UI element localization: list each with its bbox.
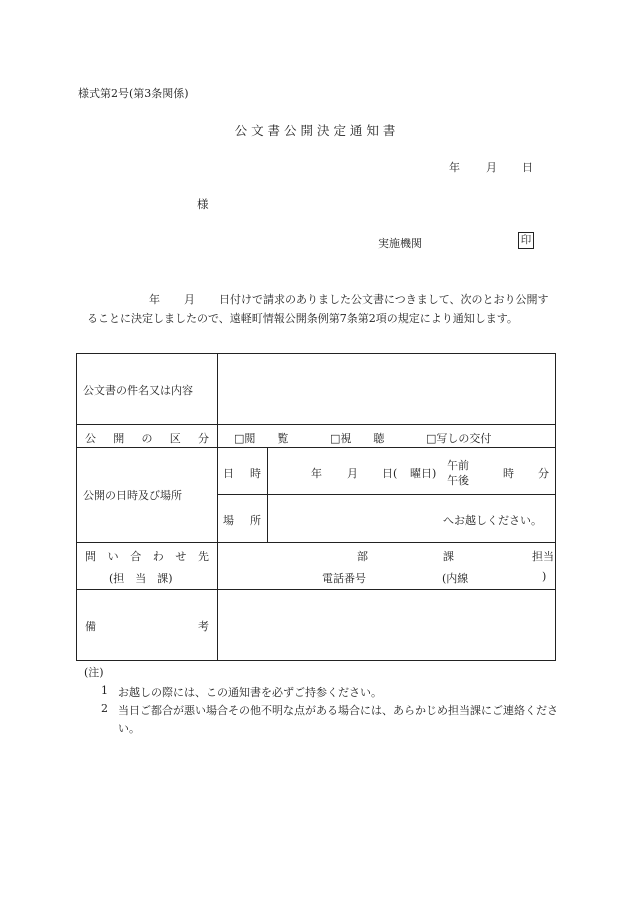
place-text: へお越しください。 bbox=[443, 514, 542, 527]
contact-label: 問 い 合 わ せ 先 bbox=[85, 550, 209, 563]
dt-month: 月 bbox=[347, 467, 358, 480]
date-day: 日 bbox=[522, 161, 533, 174]
agency-label: 実施機関 bbox=[378, 237, 422, 250]
body-paragraph bbox=[87, 290, 557, 328]
option-copy-checkbox[interactable]: □写しの交付 bbox=[426, 432, 492, 445]
decision-table bbox=[76, 353, 556, 661]
dt-am: 午前 bbox=[447, 459, 469, 472]
datetime-label: 日 時 bbox=[223, 467, 261, 480]
dt-day: 日( bbox=[382, 467, 398, 480]
phone-label: 電話番号 bbox=[322, 572, 366, 585]
dt-pm: 午後 bbox=[447, 474, 469, 487]
seal-mark: 印 bbox=[518, 232, 534, 249]
contact-person: 担当 bbox=[532, 550, 554, 563]
option-viewing-checkbox[interactable]: □視 聴 bbox=[330, 432, 385, 445]
dt-year: 年 bbox=[311, 467, 322, 480]
notes-heading: (注) bbox=[84, 666, 104, 679]
document-title: 公 文 書 公 開 決 定 通 知 書 bbox=[234, 123, 396, 138]
remarks-label: 備 考 bbox=[85, 620, 209, 633]
extension-open: (内線 bbox=[442, 572, 469, 585]
datetime-place-label: 公開の日時及び場所 bbox=[83, 489, 182, 502]
addressee-suffix: 様 bbox=[197, 197, 209, 211]
dt-hour: 時 bbox=[503, 467, 514, 480]
dt-minute: 分 bbox=[538, 467, 549, 480]
body-month: 月 bbox=[184, 293, 195, 306]
contact-section: 課 bbox=[443, 550, 454, 563]
option-inspection-checkbox[interactable]: □閲 覧 bbox=[234, 432, 289, 445]
contact-sublabel: (担 当 課) bbox=[109, 572, 173, 585]
date-year: 年 bbox=[449, 161, 460, 174]
date-month: 月 bbox=[486, 161, 497, 174]
note-1-number: 1 bbox=[101, 684, 108, 697]
extension-close: ) bbox=[542, 570, 547, 583]
body-text: 日付けで請求のありました公文書につきまして、次のとおり公開することに決定しましたので、遠軽町情報公開条例第7条第2項の規定により通知します。 bbox=[87, 293, 549, 325]
note-1-text: お越しの際には、この通知書を必ずご持参ください。 bbox=[118, 686, 382, 699]
category-label: 公 開 の 区 分 bbox=[85, 432, 209, 445]
dt-weekday: 曜日) bbox=[410, 467, 437, 480]
note-2-text: 当日ご都合が悪い場合その他不明な点がある場合には、あらかじめ担当課にご連絡ください。 bbox=[118, 704, 558, 735]
body-year: 年 bbox=[149, 293, 160, 306]
subject-label: 公文書の件名又は内容 bbox=[83, 384, 193, 397]
form-number: 様式第2号(第3条関係) bbox=[78, 87, 189, 100]
contact-dept: 部 bbox=[357, 550, 368, 563]
place-label: 場 所 bbox=[223, 514, 261, 527]
note-2-number: 2 bbox=[101, 702, 108, 715]
